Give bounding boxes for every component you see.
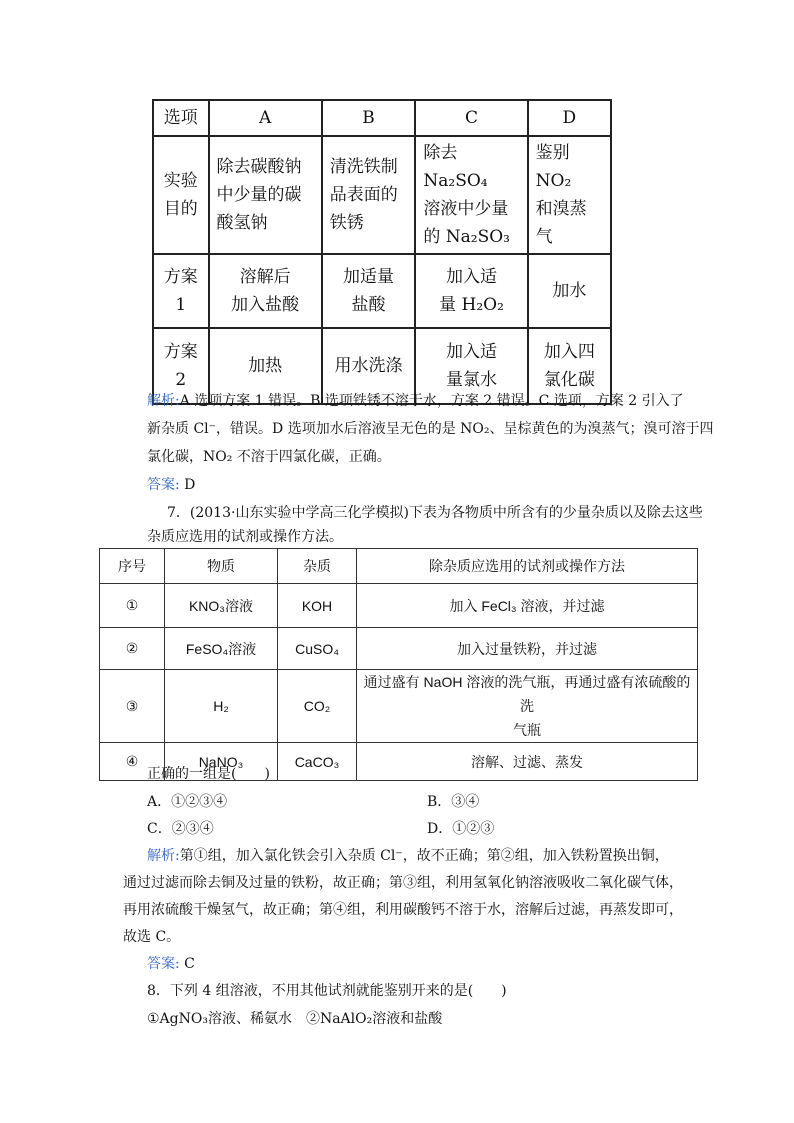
cell-line: 的 Na₂SO₃ (423, 227, 511, 247)
header-cell: 杂质 (278, 549, 357, 584)
table-cell (322, 136, 416, 254)
analysis-label: 解析: (147, 393, 180, 409)
cell-line: 和溴蒸气 (535, 199, 587, 247)
header-cell: B (322, 100, 416, 136)
cell-line: 除去碳酸钠 (216, 157, 302, 177)
table-row (100, 584, 698, 628)
table-row (153, 254, 611, 328)
analysis-text: A 选项方案 1 错误。B 选项铁锈不溶于水，方案 2 错误。C 选项，方案 2 引入了 (179, 393, 684, 409)
cell-line: 量氯水 (446, 370, 498, 390)
table-cell (528, 254, 611, 328)
cell-line: 中少量的碳 (216, 185, 302, 205)
table-cell: CuSO₄ (278, 628, 357, 670)
cell-line: 加入适 (446, 267, 498, 287)
table-cell: 加入过量铁粉，并过滤 (357, 628, 698, 670)
analysis-line: 氯化碳，NO₂ 不溶于四氯化碳，正确。 (147, 449, 391, 465)
option-d: D．①②③ (427, 821, 495, 837)
cell-line: 溶液中少量 (423, 199, 509, 219)
cell-line: 酸氢钠 (216, 213, 268, 233)
table-cell: NaNO₃ (165, 743, 278, 781)
comparison-table (152, 99, 612, 405)
cell-line: 加热 (248, 356, 283, 376)
analysis-text: 第①组，加入氯化铁会引入杂质 Cl⁻，故不正确；第②组，加入铁粉置换出铜， (179, 848, 669, 864)
cell-line: 加入四 (543, 342, 595, 362)
table-cell (209, 254, 322, 328)
cell-line: 加入适 (446, 342, 498, 362)
cell-line: 铁锈 (329, 213, 364, 233)
table-cell (415, 136, 527, 254)
table-cell (357, 670, 698, 743)
header-cell: D (528, 100, 611, 136)
table-header-row (153, 100, 611, 136)
table-cell: ② (100, 628, 165, 670)
table-header-row (100, 549, 698, 584)
cell-line: 氯化碳 (543, 370, 595, 390)
cell-line: 用水洗涤 (334, 356, 403, 376)
question-item: ①AgNO₃溶液、稀氨水 ②NaAlO₂溶液和盐酸 (147, 1011, 443, 1027)
header-cell: 物质 (165, 549, 278, 584)
header-cell: 选项 (153, 100, 209, 136)
answer-line (147, 471, 195, 499)
cell-line: 加入盐酸 (231, 295, 300, 315)
analysis-line (147, 842, 669, 870)
question-stem: 7．(2013·山东实验中学高三化学模拟)下表为各物质中所含有的少量杂质以及除去这些 (167, 505, 703, 521)
option-a: A．①②③④ (147, 794, 228, 810)
header-cell: A (209, 100, 322, 136)
cell-line: 除去 Na₂SO₄ (423, 143, 488, 191)
analysis-line: 故选 C。 (123, 929, 181, 945)
table-cell: H₂ (165, 670, 278, 743)
cell-line: 实验 (163, 171, 198, 191)
cell-line: 盐酸 (351, 295, 386, 315)
cell-line: 加适量 (343, 267, 395, 287)
table-cell: 溶解、过滤、蒸发 (357, 743, 698, 781)
row-label (153, 136, 209, 254)
table-cell: 加入 FeCl₃ 溶液，并过滤 (357, 584, 698, 628)
answer-label: 答案: (147, 477, 180, 493)
cell-line: 溶解后 (239, 267, 291, 287)
table-row (100, 628, 698, 670)
option-b: B．③④ (427, 794, 480, 810)
impurity-table (99, 548, 698, 781)
cell-line: 气瓶 (513, 722, 541, 738)
answer-label: 答案: (147, 956, 180, 972)
table-row (153, 136, 611, 254)
row-label: 方案 1 (153, 254, 209, 328)
header-cell: 除杂质应选用的试剂或操作方法 (357, 549, 698, 584)
cell-line: 鉴别 NO₂ (535, 143, 572, 191)
option-c: C．②③④ (147, 821, 214, 837)
analysis-line: 新杂质 Cl⁻，错误。D 选项加水后溶液呈无色的是 NO₂、呈棕黄色的为溴蒸气；溴可溶于四 (147, 421, 714, 437)
table-cell: ④ (100, 743, 165, 781)
table-cell (415, 254, 527, 328)
analysis-line: 再用浓硫酸干燥氢气，故正确；第④组，利用碳酸钙不溶于水，溶解后过滤，再蒸发即可， (123, 902, 683, 918)
row-label: 方案 2 (153, 328, 209, 404)
table-cell: KOH (278, 584, 357, 628)
table-cell: CO₂ (278, 670, 357, 743)
analysis-line (147, 387, 684, 415)
question-stem: 8．下列 4 组溶液，不用其他试剂就能鉴别开来的是( ) (147, 983, 507, 999)
table-cell (209, 136, 322, 254)
analysis-line: 通过过滤而除去铜及过量的铁粉，故正确；第③组，利用氢氧化钠溶液吸收二氧化碳气体， (123, 875, 683, 891)
header-cell: C (415, 100, 527, 136)
answer-line (147, 950, 195, 978)
table-cell: KNO₃溶液 (165, 584, 278, 628)
cell-line: 量 H₂O₂ (439, 295, 504, 315)
question-prompt: 正确的一组是( ) (147, 766, 270, 782)
table-cell (528, 136, 611, 254)
cell-line: 加水 (552, 281, 587, 301)
table-cell: ③ (100, 670, 165, 743)
answer-value: C (184, 956, 195, 972)
cell-line: 清洗铁制 (329, 157, 398, 177)
answer-value: D (184, 477, 196, 493)
cell-line: 品表面的 (329, 185, 398, 205)
question-stem: 杂质应选用的试剂或操作方法。 (147, 529, 343, 545)
cell-line: 目的 (163, 199, 198, 219)
table-row (100, 670, 698, 743)
table-cell: ① (100, 584, 165, 628)
analysis-label: 解析: (147, 848, 180, 864)
table-cell: CaCO₃ (278, 743, 357, 781)
table-cell: FeSO₄溶液 (165, 628, 278, 670)
header-cell: 序号 (100, 549, 165, 584)
cell-line: 通过盛有 NaOH 溶液的洗气瓶，再通过盛有浓硫酸的洗 (363, 674, 691, 714)
table-cell (322, 254, 416, 328)
